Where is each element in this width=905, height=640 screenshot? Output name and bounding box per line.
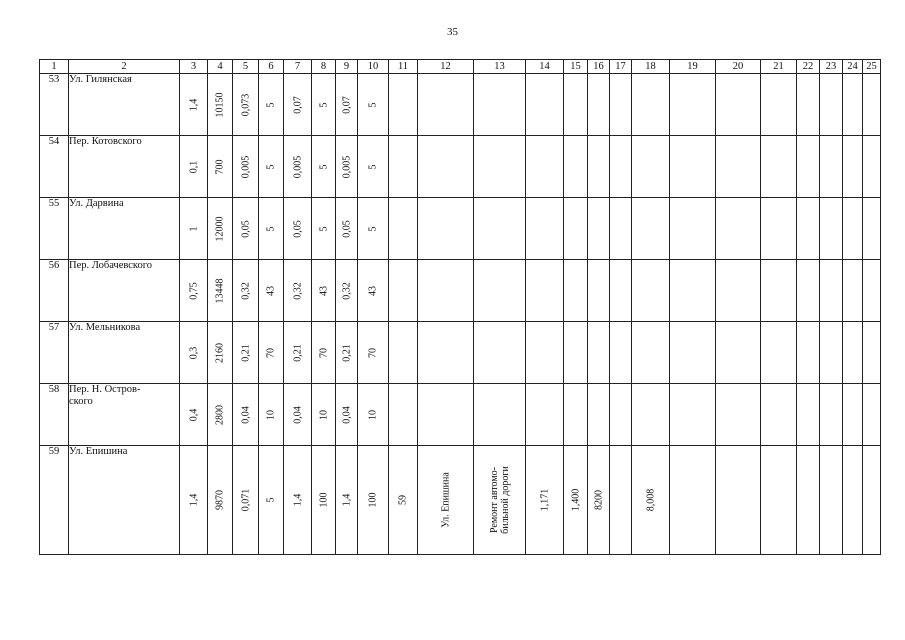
col-header: 13 xyxy=(474,60,526,74)
cell-value: 0,04 xyxy=(341,405,352,424)
cell-value: 0,32 xyxy=(292,281,303,300)
col-header: 15 xyxy=(564,60,588,74)
street-name: Ул. Дарвина xyxy=(69,198,180,260)
row-number: 59 xyxy=(40,446,69,555)
col-header: 3 xyxy=(180,60,208,74)
cell-value: 9870 xyxy=(214,490,226,510)
cell-value: 0,4 xyxy=(188,408,199,421)
col-header: 18 xyxy=(632,60,670,74)
cell-value: 5 xyxy=(318,102,329,107)
cell-value: 0,75 xyxy=(188,281,199,300)
cell-value: 43 xyxy=(367,285,379,296)
cell-value: 0,07 xyxy=(341,95,352,114)
cell-value: 5 xyxy=(367,226,379,231)
cell-value: 12000 xyxy=(214,216,226,241)
table-row xyxy=(40,74,881,136)
cell-value: 1,4 xyxy=(188,493,199,507)
data-table xyxy=(39,59,881,555)
cell-value: 0,05 xyxy=(341,219,352,238)
cell-value: 10 xyxy=(265,409,277,420)
cell-value: 10 xyxy=(318,409,329,420)
col-header: 23 xyxy=(820,60,843,74)
cell-value: 8200 xyxy=(593,490,604,510)
cell-value: 43 xyxy=(318,285,329,296)
row-number: 58 xyxy=(40,384,69,446)
cell-value: 0,21 xyxy=(240,343,251,362)
cell-value: 0,04 xyxy=(292,405,303,424)
cell-value: 10 xyxy=(367,409,379,420)
col-header: 7 xyxy=(284,60,312,74)
cell-value: Ул. Епишина xyxy=(440,472,451,528)
col-header: 16 xyxy=(588,60,610,74)
street-name: Ул. Епишина xyxy=(69,446,180,555)
cell-value: 0,21 xyxy=(292,343,303,362)
table-row xyxy=(40,136,881,198)
table-row xyxy=(40,198,881,260)
cell-value: 0,05 xyxy=(292,219,303,238)
row-number: 55 xyxy=(40,198,69,260)
row-number: 54 xyxy=(40,136,69,198)
col-header: 2 xyxy=(69,60,180,74)
col-header: 5 xyxy=(233,60,259,74)
cell-value: 1,4 xyxy=(188,98,199,111)
col-header: 14 xyxy=(526,60,564,74)
cell-value: 70 xyxy=(265,347,277,358)
cell-value: 5 xyxy=(318,164,329,169)
col-header: 19 xyxy=(670,60,716,74)
cell-value: 2800 xyxy=(214,404,226,425)
col-header: 4 xyxy=(208,60,233,74)
cell-value: 0,005 xyxy=(292,155,303,178)
cell-value: 5 xyxy=(265,164,277,169)
cell-value: 0,005 xyxy=(240,155,251,178)
cell-value: 1,400 xyxy=(570,488,581,512)
col-header: 8 xyxy=(312,60,336,74)
col-header: 11 xyxy=(389,60,418,74)
cell-value: 5 xyxy=(265,497,277,503)
cell-value: 5 xyxy=(367,164,379,169)
cell-value: 5 xyxy=(367,102,379,107)
street-name: Пер. Лобачевского xyxy=(69,260,180,322)
cell-value: 0,32 xyxy=(341,281,352,300)
cell-value: 5 xyxy=(318,226,329,231)
cell-value: 0,3 xyxy=(188,346,199,359)
cell-value: 700 xyxy=(214,159,226,174)
cell-value: 1,171 xyxy=(539,488,550,512)
table-row xyxy=(40,322,881,384)
cell-value: 1,4 xyxy=(292,493,303,507)
street-name: Пер. Котовского xyxy=(69,136,180,198)
street-name: Пер. Н. Остров-ского xyxy=(69,384,180,446)
cell-value: 0,21 xyxy=(341,343,352,362)
cell-value: 0,32 xyxy=(240,281,251,300)
page-number: 35 xyxy=(447,26,458,38)
row-number: 53 xyxy=(40,74,69,136)
col-header: 12 xyxy=(418,60,474,74)
col-header: 22 xyxy=(797,60,820,74)
cell-value: 10150 xyxy=(214,92,226,117)
col-header: 21 xyxy=(761,60,797,74)
cell-value: 5 xyxy=(265,226,277,231)
col-header: 20 xyxy=(716,60,761,74)
col-header: 10 xyxy=(358,60,389,74)
col-header: 24 xyxy=(843,60,863,74)
cell-value: 13448 xyxy=(214,278,226,303)
cell-value: 70 xyxy=(367,347,379,358)
cell-value: 0,005 xyxy=(341,155,352,178)
cell-value: 0,071 xyxy=(240,488,251,512)
header-row xyxy=(40,60,881,74)
cell-value: 1 xyxy=(188,226,199,231)
cell-value: 70 xyxy=(318,347,329,358)
row-number: 56 xyxy=(40,260,69,322)
col-header: 6 xyxy=(259,60,284,74)
cell-value: Ремонт автомо-бильной дороги xyxy=(488,466,511,534)
cell-value: 2160 xyxy=(214,342,226,363)
street-name: Ул. Мельникова xyxy=(69,322,180,384)
cell-value: 0,07 xyxy=(292,95,303,114)
cell-value: 0,073 xyxy=(240,93,251,116)
col-header: 17 xyxy=(610,60,632,74)
cell-value: 0,05 xyxy=(240,219,251,238)
col-header: 25 xyxy=(863,60,881,74)
table-row xyxy=(40,384,881,446)
col-header: 1 xyxy=(40,60,69,74)
cell-value: 5 xyxy=(265,102,277,107)
cell-value: 0,04 xyxy=(240,405,251,424)
cell-value: 8,008 xyxy=(645,488,656,512)
street-name: Ул. Гилянская xyxy=(69,74,180,136)
cell-value: 0,1 xyxy=(188,160,199,173)
cell-value: 100 xyxy=(318,492,329,508)
cell-value: 59 xyxy=(397,495,409,505)
table-row xyxy=(40,446,881,555)
col-header: 9 xyxy=(336,60,358,74)
cell-value: 1,4 xyxy=(341,493,352,507)
cell-value: 43 xyxy=(265,285,277,296)
table-row xyxy=(40,260,881,322)
cell-value: 100 xyxy=(367,492,379,508)
row-number: 57 xyxy=(40,322,69,384)
